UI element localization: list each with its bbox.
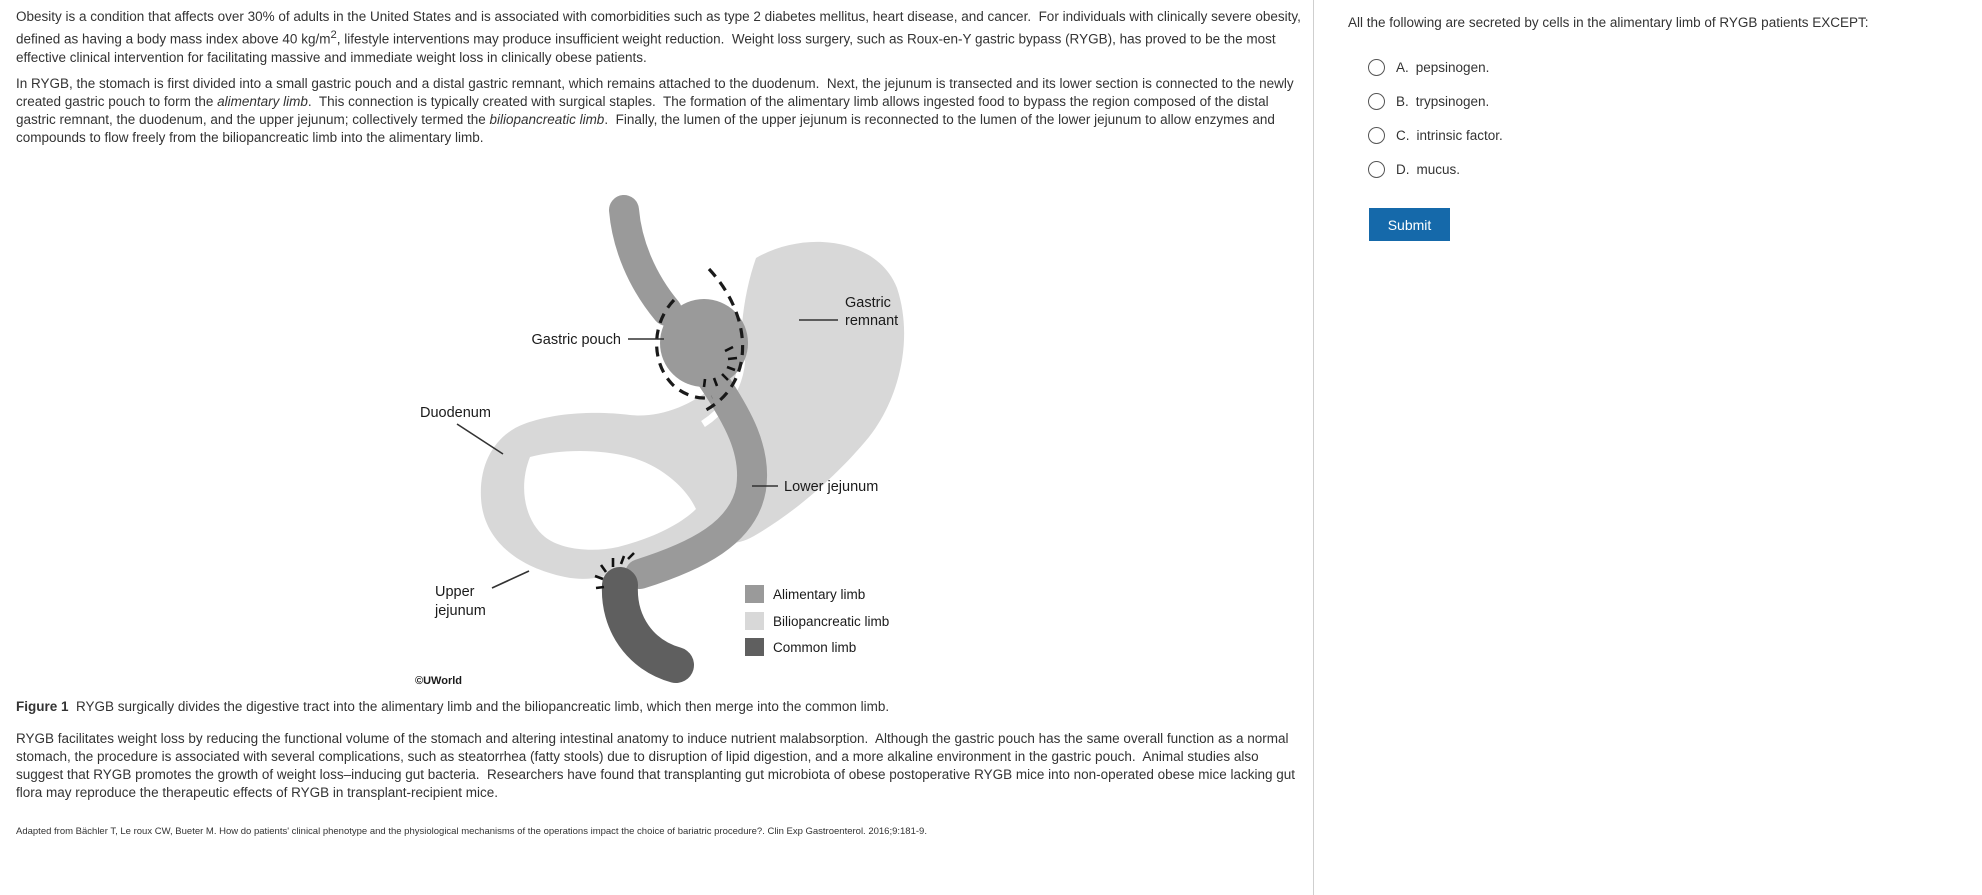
option-row-a[interactable] <box>1368 57 1974 78</box>
option-letter-b: B. <box>1396 94 1409 109</box>
label-upper-jejunum-line2: jejunum <box>435 602 486 619</box>
legend-label-common: Common limb <box>773 639 857 655</box>
option-letter-a: A. <box>1396 60 1409 75</box>
option-label-d: mucus. <box>1416 162 1461 177</box>
option-letter-c: C. <box>1396 128 1410 143</box>
answer-options <box>1368 57 1974 180</box>
question-stem: All the following are secreted by cells in the alimentary limb of RYGB patients EXCEPT: <box>1348 15 1869 30</box>
radio-option-c[interactable] <box>1368 127 1385 144</box>
figure-1-diagram <box>320 192 940 692</box>
label-lower-jejunum: Lower jejunum <box>784 478 879 495</box>
radio-option-d[interactable] <box>1368 161 1385 178</box>
radio-option-a[interactable] <box>1368 59 1385 76</box>
legend-swatch-biliopancreatic <box>745 612 764 630</box>
label-duodenum: Duodenum <box>420 404 491 421</box>
passage-paragraph-1: Obesity is a condition that affects over 30% of adults in the United States and is associated with comorbidities such as type 2 diabetes mellitus, heart disease, and cancer. For individuals with clinically severe obesity, defined as having a body mass index above 40 $kg/m^2$, lifestyle interventions may produce insufficient weight reduction. Weight loss surgery, such as Roux-en-Y gastric bypass (RYGB), has proved to be the most effective clinical intervention for facilitating massive and immediate weight loss in clinically obese patients. <box>16 9 1301 65</box>
figure-caption-text: RYGB surgically divides the digestive tract into the alimentary limb and the biliopancreatic limb, which then merge into the common limb. <box>76 698 890 714</box>
label-gastric-remnant-line1: Gastric <box>845 294 891 311</box>
radio-option-b[interactable] <box>1368 93 1385 110</box>
common-limb-shape <box>620 585 676 665</box>
option-row-d[interactable] <box>1368 159 1974 180</box>
legend-swatch-alimentary <box>745 585 764 603</box>
option-label-b: trypsinogen. <box>1415 94 1490 109</box>
option-letter-d: D. <box>1396 162 1410 177</box>
uworld-watermark: ©UWorld <box>415 674 463 687</box>
legend-label-alimentary: Alimentary limb <box>773 586 866 602</box>
option-row-b[interactable] <box>1368 91 1974 112</box>
legend-label-biliopancreatic: Biliopancreatic limb <box>773 613 890 629</box>
option-label-a: pepsinogen. <box>1415 60 1490 75</box>
option-label-c: intrinsic factor. <box>1416 128 1503 143</box>
question-panel <box>1314 0 1982 895</box>
legend-swatch-common <box>745 638 764 656</box>
gastric-remnant-shape <box>481 241 904 578</box>
figure-caption <box>16 698 1303 716</box>
label-gastric-pouch: Gastric pouch <box>531 331 621 348</box>
figure-legend <box>745 585 889 656</box>
option-row-c[interactable] <box>1368 125 1974 146</box>
label-upper-jejunum-line1: Upper <box>435 583 475 600</box>
label-gastric-remnant-line2: remnant <box>845 312 899 329</box>
figure-caption-label: Figure 1 <box>16 698 69 714</box>
submit-button[interactable]: Submit <box>1369 208 1450 241</box>
passage-paragraph-2: In RYGB, the stomach is first divided into a small gastric pouch and a distal gastric remnant, which remains attached to the duodenum. Next, the jejunum is transected and its lower section is connected to the newly created gastric pouch to form the alimentary limb. This connection is typically created with surgical staples. The formation of the alimentary limb allows ingested food to bypass the region composed of the distal gastric remnant, the duodenum, and the upper jejunum; collectively termed the biliopancreatic limb. Finally, the lumen of the upper jejunum is reconnected to the lumen of the lower jejunum to allow enzymes and compounds to flow freely from the biliopancreatic limb into the alimentary limb. <box>16 75 1294 145</box>
rygb-anatomy-figure <box>320 192 940 692</box>
source-citation: Adapted from Bächler T, Le roux CW, Bueter M. How do patients' clinical phenotype and the physiological mechanisms of the operations impact the choice of bariatric procedure?. Clin Exp Gastroenterol. 2016;9:181-9. <box>16 825 927 837</box>
passage-paragraph-3: RYGB facilitates weight loss by reducing the functional volume of the stomach and altering intestinal anatomy to induce nutrient malabsorption. Although the gastric pouch has the same overall function as a normal stomach, the procedure is associated with several complications, such as steatorrhea (fatty stools) due to disruption of lipid digestion, and a more alkaline environment in the gastric pouch. Animal studies also suggest that RYGB promotes the growth of weight loss–inducing gut bacteria. Researchers have found that transplanting gut microbiota of obese postoperative RYGB mice into non-operated obese mice lacking gut flora may reproduce the therapeutic effects of RYGB in transplant-recipient mice. <box>16 730 1295 800</box>
esophagus-shape <box>624 210 667 311</box>
